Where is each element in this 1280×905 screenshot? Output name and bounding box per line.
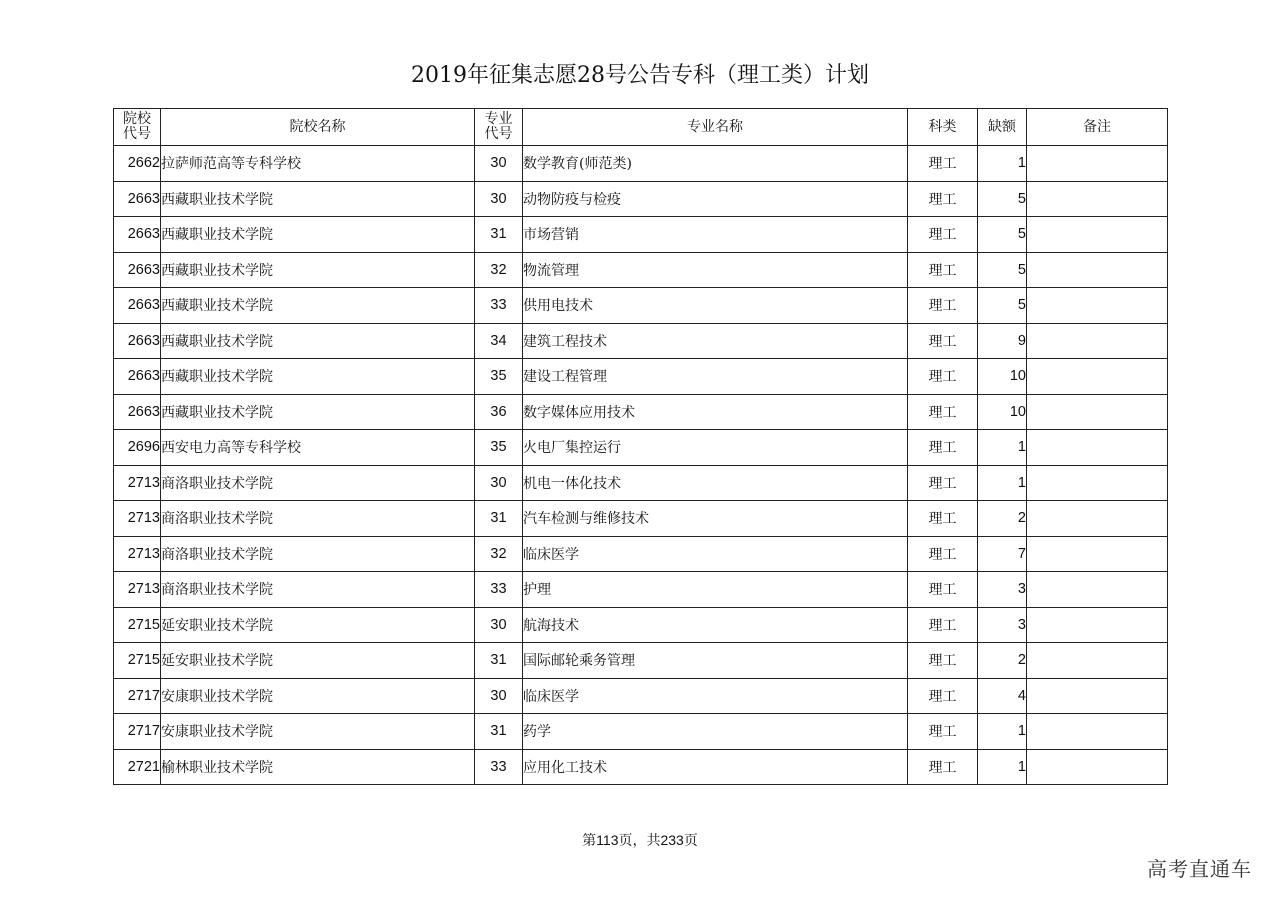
cell-category: 理工 [908, 181, 978, 217]
cell-school-code: 2663 [114, 181, 161, 217]
footer-prefix: 第 [582, 833, 597, 849]
cell-school-name: 西安电力高等专科学校 [161, 430, 475, 466]
cell-vacancy: 7 [978, 536, 1027, 572]
cell-major-code: 36 [475, 394, 523, 430]
cell-category: 理工 [908, 714, 978, 750]
cell-major-code: 34 [475, 323, 523, 359]
header-major-code [475, 109, 523, 146]
cell-school-code: 2663 [114, 288, 161, 324]
header-major-code-line1: 专业 [484, 111, 513, 127]
cell-category: 理工 [908, 430, 978, 466]
cell-school-code: 2713 [114, 536, 161, 572]
cell-school-code: 2663 [114, 394, 161, 430]
cell-school-name: 西藏职业技术学院 [161, 394, 475, 430]
table-row [114, 181, 1168, 217]
cell-category: 理工 [908, 252, 978, 288]
cell-school-code: 2663 [114, 323, 161, 359]
cell-category: 理工 [908, 288, 978, 324]
cell-major-name: 建筑工程技术 [523, 323, 908, 359]
cell-school-code: 2663 [114, 252, 161, 288]
cell-major-name: 数学教育(师范类) [523, 146, 908, 182]
footer-current-page: 113 [596, 832, 619, 848]
table-row [114, 678, 1168, 714]
cell-major-code: 32 [475, 536, 523, 572]
cell-major-name: 数字媒体应用技术 [523, 394, 908, 430]
table-row [114, 394, 1168, 430]
cell-vacancy: 4 [978, 678, 1027, 714]
cell-vacancy: 1 [978, 714, 1027, 750]
cell-school-name: 西藏职业技术学院 [161, 323, 475, 359]
cell-remark [1027, 643, 1168, 679]
table-row [114, 252, 1168, 288]
cell-major-name: 航海技术 [523, 607, 908, 643]
cell-vacancy: 1 [978, 430, 1027, 466]
cell-remark [1027, 181, 1168, 217]
cell-vacancy: 1 [978, 146, 1027, 182]
cell-remark [1027, 678, 1168, 714]
cell-remark [1027, 749, 1168, 785]
cell-category: 理工 [908, 394, 978, 430]
cell-major-name: 临床医学 [523, 678, 908, 714]
cell-remark [1027, 465, 1168, 501]
table-header [114, 109, 1168, 146]
cell-major-name: 国际邮轮乘务管理 [523, 643, 908, 679]
cell-school-name: 商洛职业技术学院 [161, 572, 475, 608]
cell-category: 理工 [908, 607, 978, 643]
cell-school-code: 2663 [114, 359, 161, 395]
cell-major-name: 应用化工技术 [523, 749, 908, 785]
cell-major-name: 火电厂集控运行 [523, 430, 908, 466]
cell-school-code: 2662 [114, 146, 161, 182]
cell-vacancy: 1 [978, 749, 1027, 785]
cell-category: 理工 [908, 643, 978, 679]
cell-school-code: 2721 [114, 749, 161, 785]
cell-major-code: 30 [475, 607, 523, 643]
cell-school-code: 2715 [114, 607, 161, 643]
cell-school-code: 2715 [114, 643, 161, 679]
table-row [114, 714, 1168, 750]
cell-category: 理工 [908, 501, 978, 537]
cell-major-code: 32 [475, 252, 523, 288]
cell-major-code: 30 [475, 181, 523, 217]
cell-category: 理工 [908, 678, 978, 714]
cell-school-name: 西藏职业技术学院 [161, 288, 475, 324]
cell-major-code: 35 [475, 430, 523, 466]
table-row [114, 288, 1168, 324]
cell-vacancy: 2 [978, 643, 1027, 679]
table-row [114, 607, 1168, 643]
cell-major-name: 机电一体化技术 [523, 465, 908, 501]
cell-school-name: 安康职业技术学院 [161, 678, 475, 714]
table-row [114, 643, 1168, 679]
cell-category: 理工 [908, 749, 978, 785]
cell-school-name: 榆林职业技术学院 [161, 749, 475, 785]
cell-school-code: 2717 [114, 714, 161, 750]
table-row [114, 217, 1168, 253]
table-row [114, 501, 1168, 537]
header-major-name: 专业名称 [523, 109, 908, 146]
cell-category: 理工 [908, 323, 978, 359]
cell-major-code: 31 [475, 714, 523, 750]
cell-remark [1027, 394, 1168, 430]
cell-school-code: 2696 [114, 430, 161, 466]
footer-middle: 页，共 [618, 833, 661, 849]
cell-major-code: 30 [475, 465, 523, 501]
cell-school-name: 西藏职业技术学院 [161, 217, 475, 253]
cell-remark [1027, 572, 1168, 608]
cell-major-name: 动物防疫与检疫 [523, 181, 908, 217]
header-major-code-line2: 代号 [484, 126, 513, 142]
table-body [114, 146, 1168, 785]
cell-major-name: 护理 [523, 572, 908, 608]
cell-category: 理工 [908, 217, 978, 253]
cell-category: 理工 [908, 359, 978, 395]
cell-vacancy: 2 [978, 501, 1027, 537]
header-school-name: 院校名称 [161, 109, 475, 146]
table-row [114, 359, 1168, 395]
cell-major-code: 35 [475, 359, 523, 395]
cell-school-name: 西藏职业技术学院 [161, 181, 475, 217]
cell-remark [1027, 217, 1168, 253]
cell-major-code: 30 [475, 678, 523, 714]
cell-school-name: 延安职业技术学院 [161, 643, 475, 679]
cell-category: 理工 [908, 465, 978, 501]
cell-remark [1027, 430, 1168, 466]
cell-major-code: 33 [475, 288, 523, 324]
cell-vacancy: 5 [978, 181, 1027, 217]
cell-school-name: 西藏职业技术学院 [161, 359, 475, 395]
cell-school-name: 安康职业技术学院 [161, 714, 475, 750]
cell-school-code: 2717 [114, 678, 161, 714]
header-category: 科类 [908, 109, 978, 146]
cell-major-name: 建设工程管理 [523, 359, 908, 395]
table-row [114, 146, 1168, 182]
cell-major-name: 汽车检测与维修技术 [523, 501, 908, 537]
cell-school-name: 延安职业技术学院 [161, 607, 475, 643]
footer-total-pages: 233 [660, 832, 684, 848]
cell-school-name: 商洛职业技术学院 [161, 501, 475, 537]
cell-remark [1027, 536, 1168, 572]
header-school-code-line2: 代号 [123, 126, 151, 142]
table-row [114, 572, 1168, 608]
cell-school-code: 2713 [114, 501, 161, 537]
cell-school-name: 拉萨师范高等专科学校 [161, 146, 475, 182]
cell-major-name: 供用电技术 [523, 288, 908, 324]
cell-vacancy: 1 [978, 465, 1027, 501]
cell-category: 理工 [908, 146, 978, 182]
cell-vacancy: 5 [978, 252, 1027, 288]
cell-remark [1027, 714, 1168, 750]
cell-remark [1027, 146, 1168, 182]
cell-major-name: 药学 [523, 714, 908, 750]
cell-remark [1027, 501, 1168, 537]
cell-school-code: 2713 [114, 465, 161, 501]
cell-vacancy: 10 [978, 394, 1027, 430]
table-row [114, 749, 1168, 785]
admission-plan-table [113, 108, 1168, 785]
cell-remark [1027, 607, 1168, 643]
header-vacancy: 缺额 [978, 109, 1027, 146]
cell-major-code: 31 [475, 217, 523, 253]
cell-major-code: 30 [475, 146, 523, 182]
cell-vacancy: 3 [978, 572, 1027, 608]
cell-school-name: 商洛职业技术学院 [161, 536, 475, 572]
cell-school-name: 商洛职业技术学院 [161, 465, 475, 501]
cell-category: 理工 [908, 572, 978, 608]
cell-vacancy: 5 [978, 217, 1027, 253]
cell-remark [1027, 359, 1168, 395]
cell-major-code: 33 [475, 572, 523, 608]
table-row [114, 323, 1168, 359]
cell-vacancy: 10 [978, 359, 1027, 395]
table-row [114, 536, 1168, 572]
cell-category: 理工 [908, 536, 978, 572]
cell-major-name: 临床医学 [523, 536, 908, 572]
cell-remark [1027, 323, 1168, 359]
cell-major-code: 33 [475, 749, 523, 785]
cell-major-code: 31 [475, 501, 523, 537]
watermark: 高考直通车 [1147, 857, 1252, 881]
cell-school-code: 2663 [114, 217, 161, 253]
cell-major-name: 市场营销 [523, 217, 908, 253]
table-row [114, 430, 1168, 466]
header-school-code [114, 109, 161, 146]
cell-major-name: 物流管理 [523, 252, 908, 288]
page-title: 2019年征集志愿28号公告专科（理工类）计划 [411, 63, 869, 88]
cell-vacancy: 3 [978, 607, 1027, 643]
header-school-code-line1: 院校 [123, 111, 151, 127]
cell-vacancy: 9 [978, 323, 1027, 359]
page-footer [0, 830, 1280, 850]
header-row [114, 109, 1168, 146]
cell-vacancy: 5 [978, 288, 1027, 324]
cell-school-name: 西藏职业技术学院 [161, 252, 475, 288]
cell-school-code: 2713 [114, 572, 161, 608]
footer-suffix: 页 [683, 833, 698, 849]
cell-remark [1027, 288, 1168, 324]
header-remark: 备注 [1027, 109, 1168, 146]
cell-remark [1027, 252, 1168, 288]
table-row [114, 465, 1168, 501]
cell-major-code: 31 [475, 643, 523, 679]
